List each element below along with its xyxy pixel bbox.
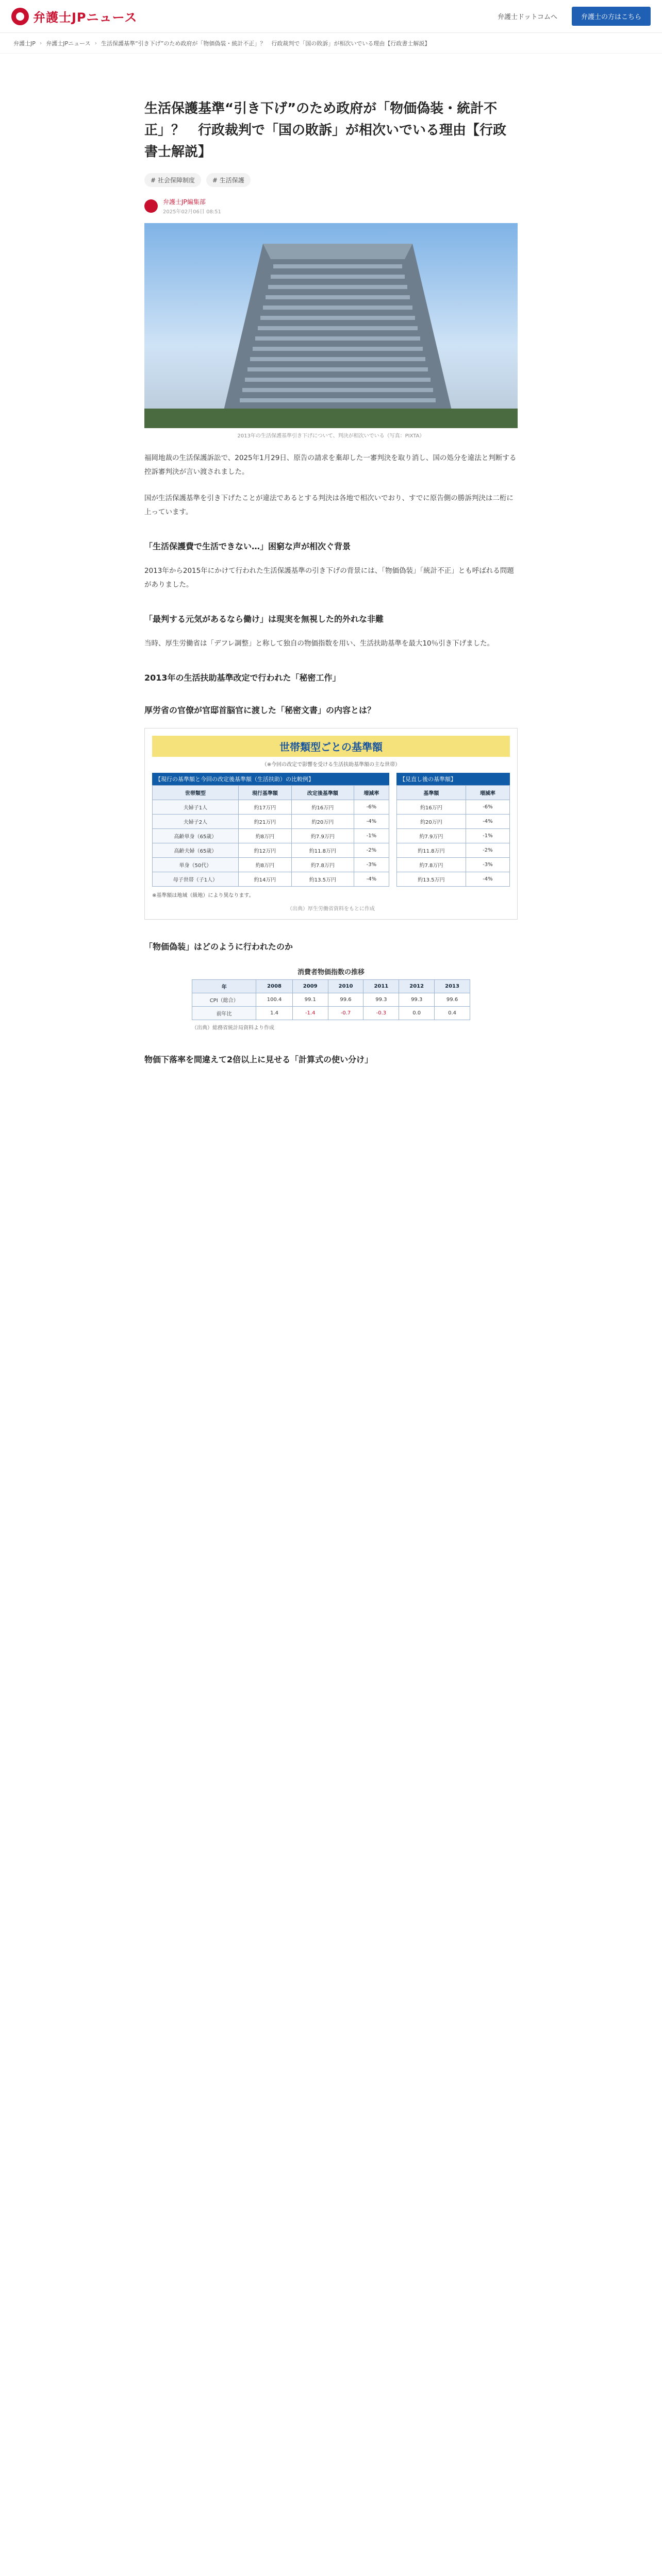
col-header: 2012	[399, 980, 435, 993]
table-cell: 約20万円	[397, 815, 466, 829]
col-header: 改定後基準額	[292, 786, 354, 800]
table-cell: 約11.8万円	[397, 843, 466, 858]
table-cell: 約21万円	[238, 815, 291, 829]
table-cell: -3%	[354, 858, 389, 872]
table-cell: -3%	[466, 858, 509, 872]
revised-table-block	[396, 773, 510, 887]
hero-caption: 2013年の生活保護基準引き下げについて、判決が相次いでいる（写真：PIXTA）	[237, 433, 425, 439]
logo-icon	[11, 8, 29, 25]
table-cell: 約7.9万円	[292, 829, 354, 843]
col-header: 2009	[292, 980, 328, 993]
section-heading: 物価下落率を間違えて2倍以上に見せる「計算式の使い分け」	[144, 1055, 373, 1065]
revised-table-head: 【見直し後の基準額】	[396, 773, 510, 785]
table-cell: 約20万円	[292, 815, 354, 829]
table-cell: 99.3	[399, 993, 435, 1007]
header-link-bengoshi-dotcom[interactable]: 弁護士ドットコムへ	[498, 13, 557, 21]
infographic-tables	[152, 773, 510, 887]
table-row	[153, 815, 389, 829]
table-row	[192, 1007, 470, 1020]
section-heading: 厚労省の官僚が官邸首脳官に渡した「秘密文書」の内容とは？	[144, 705, 376, 716]
table-cell: 約7.8万円	[397, 858, 466, 872]
chevron-right-icon: ›	[39, 40, 42, 46]
table-cell: 0.4	[435, 1007, 470, 1020]
table-cell: 単身（50代）	[153, 858, 239, 872]
table-cell: 約13.5万円	[292, 872, 354, 887]
table-cell: CPI（総合）	[192, 993, 256, 1007]
paragraph: 福岡地裁の生活保護訴訟で、2025年1月29日、原告の請求を棄却した一審判決を取り消し、国の処分を違法と判断する控訴審判決が言い渡されました。	[144, 454, 517, 477]
table-row	[153, 829, 389, 843]
breadcrumb	[0, 33, 662, 54]
table-row	[397, 815, 510, 829]
table-cell: 高齢単身（65歳）	[153, 829, 239, 843]
infographic	[144, 728, 518, 920]
table-cell: -4%	[466, 815, 509, 829]
section-heading: 「生活保護費で生活できない…」困窮な声が相次ぐ背景	[144, 541, 351, 552]
avatar	[144, 199, 158, 213]
table-cell: -4%	[354, 815, 389, 829]
author-block	[144, 197, 518, 215]
header-right	[498, 7, 651, 26]
table-row	[397, 858, 510, 872]
table-cell: 約8万円	[238, 858, 291, 872]
col-header: 2011	[363, 980, 399, 993]
table-cell: -4%	[466, 872, 509, 887]
col-header: 基準額	[397, 786, 466, 800]
table-cell: 約7.8万円	[292, 858, 354, 872]
infographic-note: ※基準額は地域（級地）により異なります。	[152, 893, 254, 899]
table-cell: 1.4	[256, 1007, 292, 1020]
logo-text: 弁護士JPニュース	[33, 10, 138, 25]
table-cell: 夫婦子1人	[153, 800, 239, 815]
col-header: 2013	[435, 980, 470, 993]
table-cell: -2%	[354, 843, 389, 858]
table-cell: 約14万円	[238, 872, 291, 887]
col-header: 2010	[328, 980, 363, 993]
table-cell: 約16万円	[397, 800, 466, 815]
section-heading: 2013年の生活扶助基準改定で行われた「秘密工作」	[144, 673, 341, 683]
col-header: 現行基準額	[238, 786, 291, 800]
cpi-note: （出典）総務省統計局資料より作成	[192, 1025, 274, 1031]
tag-social-security[interactable]: # 社会保障制度	[144, 173, 201, 187]
table-cell: 99.3	[363, 993, 399, 1007]
table-cell: 高齢夫婦（65歳）	[153, 843, 239, 858]
table-cell: -1%	[466, 829, 509, 843]
comparison-table-head: 【現行の基準額と今回の改定後基準額（生活扶助）の比較例】	[152, 773, 389, 785]
table-cell: -0.7	[328, 1007, 363, 1020]
infographic-credit: （出典）厚生労働省資料をもとに作成	[287, 906, 375, 912]
col-header: 2008	[256, 980, 292, 993]
table-cell: 母子世帯（子1人）	[153, 872, 239, 887]
table-cell: 約7.9万円	[397, 829, 466, 843]
table-cell: -0.3	[363, 1007, 399, 1020]
table-cell: -4%	[354, 872, 389, 887]
table-cell: 約17万円	[238, 800, 291, 815]
chevron-right-icon: ›	[94, 40, 97, 46]
site-header	[0, 0, 662, 33]
hero-image	[144, 223, 518, 428]
table-cell: 約16万円	[292, 800, 354, 815]
tag-welfare[interactable]: # 生活保護	[206, 173, 251, 187]
table-row	[397, 800, 510, 815]
table-cell: -6%	[466, 800, 509, 815]
table-row	[397, 829, 510, 843]
paragraph: 国が生活保護基準を引き下げたことが違法であるとする判決は各地で相次いでおり、すでに原告側の勝訴判決は二桁に上っています。	[144, 494, 514, 517]
cpi-title: 消費者物価指数の推移	[297, 969, 365, 977]
table-cell: 99.1	[292, 993, 328, 1007]
comparison-table	[152, 785, 389, 887]
table-row	[153, 843, 389, 858]
table-cell: 99.6	[328, 993, 363, 1007]
author-name[interactable]: 弁護士JP編集部	[163, 198, 206, 206]
table-cell: -2%	[466, 843, 509, 858]
table-row	[397, 843, 510, 858]
table-row	[153, 800, 389, 815]
table-cell: 約12万円	[238, 843, 291, 858]
lawyer-login-button[interactable]: 弁護士の方はこちら	[572, 7, 651, 26]
logo[interactable]	[11, 7, 137, 25]
table-cell: -6%	[354, 800, 389, 815]
table-row	[397, 872, 510, 887]
table-cell: 0.0	[399, 1007, 435, 1020]
table-cell: 約11.8万円	[292, 843, 354, 858]
page-title: 生活保護基準“引き下げ”のため政府が「物価偽装・統計不正」？ 行政裁判で「国の敗訴」が相次いでいる理由【行政書士解説】	[144, 101, 507, 160]
publish-date: 2025年02月06日 08:51	[163, 209, 221, 215]
table-row	[192, 993, 470, 1007]
table-cell: 100.4	[256, 993, 292, 1007]
tag-list	[144, 173, 518, 187]
table-cell: 前年比	[192, 1007, 256, 1020]
infographic-subtitle: （※今回の改定で影響を受ける生活扶助基準額の主な世帯）	[261, 762, 401, 768]
col-header: 年	[192, 980, 256, 993]
cpi-table-block	[192, 967, 470, 1032]
article	[144, 54, 518, 1065]
col-header: 増減率	[466, 786, 509, 800]
table-row	[153, 872, 389, 887]
table-row	[153, 858, 389, 872]
breadcrumb-item-news[interactable]: 弁護士JPニュース	[46, 40, 91, 47]
building-illustration	[144, 223, 518, 428]
paragraph: 当時、厚生労働省は「デフレ調整」と称して独自の物価指数を用い、生活扶助基準を最大10％引き下げました。	[144, 639, 494, 648]
table-cell: -1.4	[292, 1007, 328, 1020]
table-cell: 約8万円	[238, 829, 291, 843]
table-cell: 夫婦子2人	[153, 815, 239, 829]
table-cell: 約13.5万円	[397, 872, 466, 887]
revised-table	[396, 785, 510, 887]
comparison-table-block	[152, 773, 389, 887]
cpi-table	[192, 979, 470, 1020]
breadcrumb-item-article: 生活保護基準“引き下げ”のため政府が「物価偽装・統計不正」？ 行政裁判で「国の敗訴」が相次いでいる理由【行政書士解説】	[101, 40, 431, 47]
table-cell: -1%	[354, 829, 389, 843]
col-header: 世帯類型	[153, 786, 239, 800]
paragraph: 2013年から2015年にかけて行われた生活保護基準の引き下げの背景には、「物価偽装」「統計不正」とも呼ばれる問題がありました。	[144, 567, 514, 589]
infographic-title: 世帯類型ごとの基準額	[152, 736, 510, 757]
breadcrumb-item-home[interactable]: 弁護士JP	[13, 40, 36, 47]
col-header: 増減率	[354, 786, 389, 800]
table-cell: 99.6	[435, 993, 470, 1007]
section-heading: 「最判する元気があるなら働け」は現実を無視した的外れな非難	[144, 614, 384, 624]
section-heading: 「物価偽装」はどのように行われたのか	[144, 942, 293, 952]
